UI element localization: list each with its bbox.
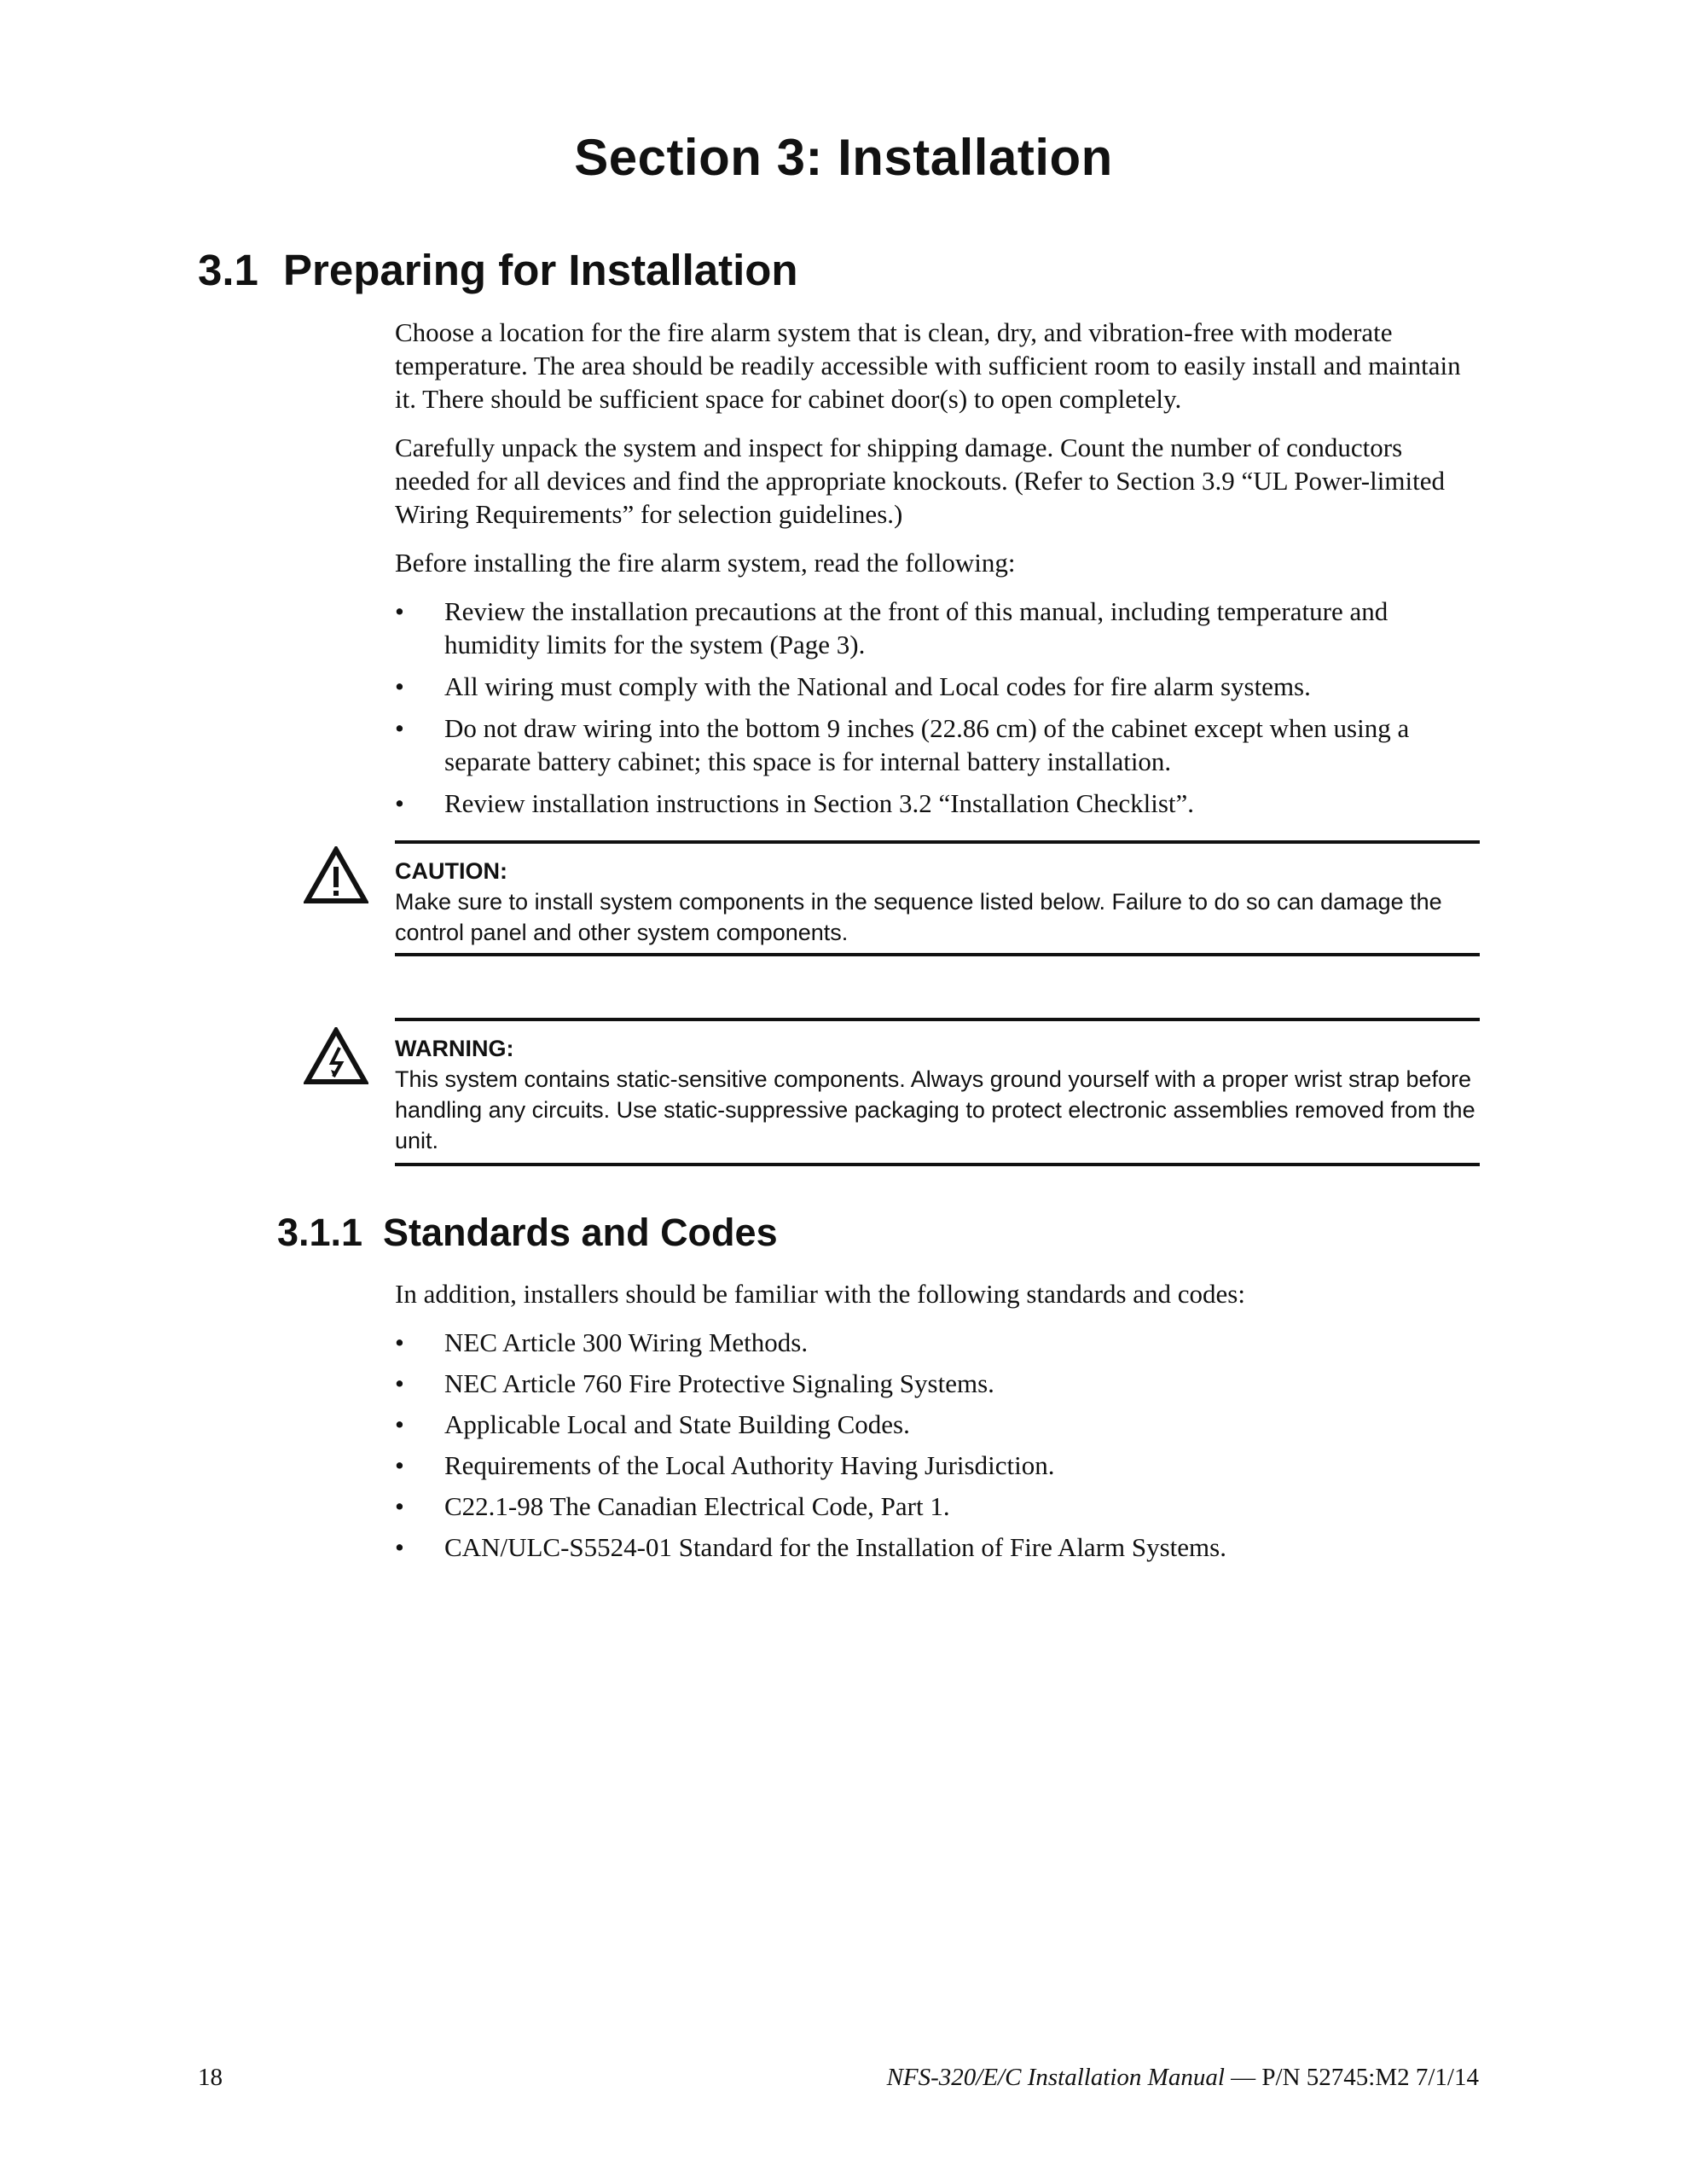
read-list <box>395 595 1480 820</box>
list-item <box>395 1408 1480 1441</box>
heading-3-1 <box>198 245 798 295</box>
footer-part-number: — P/N 52745:M2 7/1/14 <box>1224 2064 1479 2091</box>
electrical-hazard-icon <box>304 1027 368 1085</box>
footer-manual-info <box>887 2064 1479 2092</box>
list-item <box>395 1490 1480 1523</box>
bullet: • <box>395 596 404 626</box>
list-item-text: Applicable Local and State Building Codes. <box>444 1409 910 1439</box>
page-number: 18 <box>198 2064 223 2091</box>
warning-text: This system contains static-sensitive components. Always ground yourself with a proper wrist strap before handling any circuits. Use static-suppressive packaging to protect electronic assemblies removed from the unit. <box>395 1066 1475 1153</box>
intro-paragraph-1: Choose a location for the fire alarm system that is clean, dry, and vibration-free with moderate temperature. The area should be readily accessible with sufficient room to easily install and maintain it. There should be sufficient space for cabinet door(s) to open completely. <box>395 317 1461 414</box>
list-item-text: CAN/ULC-S5524-01 Standard for the Installation of Fire Alarm Systems. <box>444 1532 1226 1562</box>
list-item-text: NEC Article 300 Wiring Methods. <box>444 1327 809 1357</box>
standards-block <box>395 1277 1480 1571</box>
list-item <box>395 1326 1480 1359</box>
bullet: • <box>395 1450 404 1480</box>
list-item <box>395 1531 1480 1564</box>
bullet: • <box>395 1491 404 1521</box>
list-item <box>395 1449 1480 1482</box>
bullet: • <box>395 671 404 701</box>
bullet: • <box>395 1409 404 1439</box>
heading-3-1-1 <box>277 1211 778 1255</box>
warning-label: WARNING: <box>395 1036 514 1061</box>
heading-3-1-title: Preparing for Installation <box>283 246 798 294</box>
bullet: • <box>395 1327 404 1357</box>
list-item-text: Review installation instructions in Section 3.2 “Installation Checklist”. <box>444 788 1195 818</box>
heading-3-1-1-title: Standards and Codes <box>383 1211 778 1254</box>
list-item <box>395 787 1480 820</box>
standards-intro: In addition, installers should be familiar with the following standards and codes: <box>395 1279 1245 1309</box>
section-title: Section 3: Installation <box>574 129 1113 186</box>
list-item-text: NEC Article 760 Fire Protective Signaling Systems. <box>444 1368 994 1398</box>
caution-text: Make sure to install system components in the sequence listed below. Failure to do so can damage the control panel and other system components. <box>395 889 1442 945</box>
caution-exclamation-icon <box>304 846 368 904</box>
bullet: • <box>395 788 404 818</box>
list-item-text: All wiring must comply with the National and Local codes for fire alarm systems. <box>444 671 1311 701</box>
bullet: • <box>395 1532 404 1562</box>
footer-manual-title: NFS-320/E/C Installation Manual <box>886 2064 1225 2091</box>
bullet: • <box>395 713 404 743</box>
list-item-text: C22.1-98 The Canadian Electrical Code, Part 1. <box>444 1491 950 1521</box>
intro-block <box>395 316 1480 828</box>
list-item-text: Do not draw wiring into the bottom 9 inches (22.86 cm) of the cabinet except when using a separate battery cabinet; this space is for internal battery installation. <box>444 713 1410 776</box>
list-item <box>395 595 1480 661</box>
intro-paragraph-3: Before installing the fire alarm system, read the following: <box>395 548 1016 578</box>
list-item <box>395 712 1480 778</box>
list-item <box>395 670 1480 703</box>
standards-list <box>395 1326 1480 1564</box>
list-item <box>395 1367 1480 1400</box>
caution-box <box>395 840 1480 956</box>
list-item-text: Review the installation precautions at the front of this manual, including temperature and humidity limits for the system (Page 3). <box>444 596 1388 659</box>
list-item-text: Requirements of the Local Authority Having Jurisdiction. <box>444 1450 1055 1480</box>
bullet: • <box>395 1368 404 1398</box>
caution-label: CAUTION: <box>395 858 507 884</box>
warning-box <box>395 1018 1480 1166</box>
intro-paragraph-2: Carefully unpack the system and inspect for shipping damage. Count the number of conductors needed for all devices and find the appropriate knockouts. (Refer to Section 3.9 “UL Power-limited Wiring Requirements” for selection guidelines.) <box>395 433 1445 529</box>
heading-3-1-1-number: 3.1.1 <box>277 1211 363 1254</box>
heading-3-1-number: 3.1 <box>198 246 258 294</box>
